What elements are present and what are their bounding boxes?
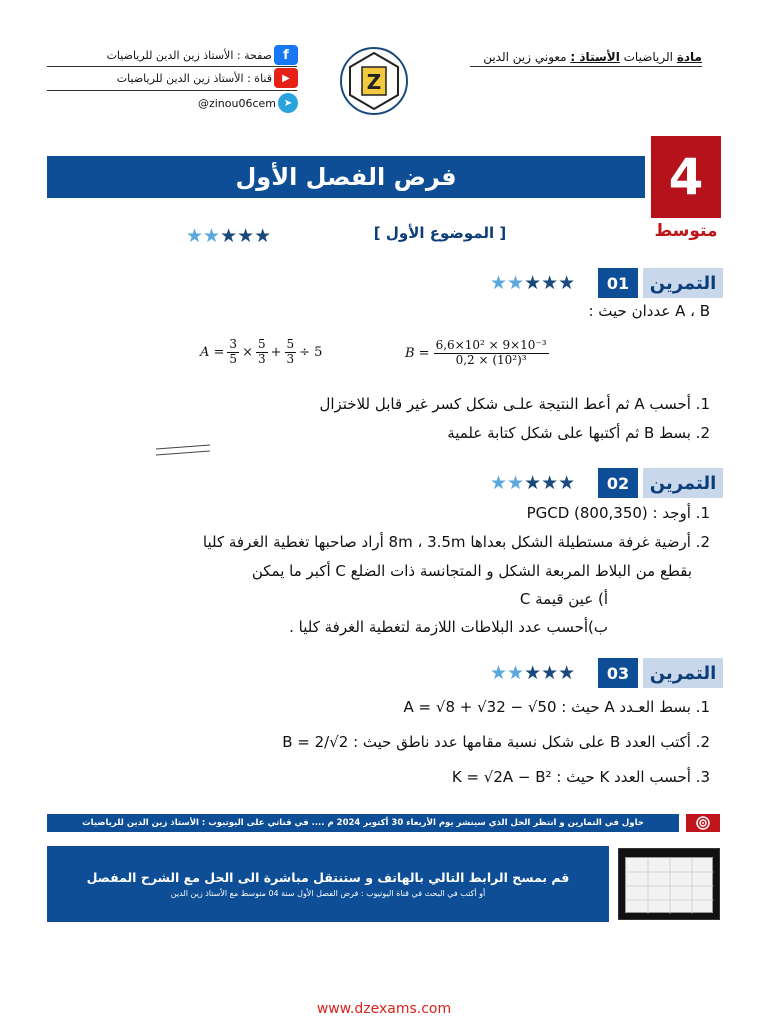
formula-b: B = $\frac{\text{6,6×10² × 9×10⁻³}}{\text{0,2 × (10²)³}}$ <box>405 338 547 367</box>
subject-value: الرياضيات <box>619 50 677 64</box>
logo-letter: Z <box>366 70 382 94</box>
exercise-3-item-2: 2. أكتب العدد B على شكل نسبة مقامها عدد ناطق حيث : B = 2/√2 <box>282 733 710 751</box>
subject-label: مادة <box>676 50 702 64</box>
facebook-label: صفحة : الأستاذ زين الدين للرياضيات <box>106 48 272 62</box>
exercise-2-number: 02 <box>598 468 638 498</box>
difficulty-stars: ★★★★★ <box>186 225 272 247</box>
exercise-1-intro: A ، B عددان حيث : <box>588 302 710 320</box>
teacher-name: معوني زين الدين <box>483 50 571 64</box>
footer-notice: حاول في التمارين و انتظر الحل الذي سينشر يوم الأربعاء 30 أكتوبر 2024 م .... في قناتي على اليوتيوب : الأستاذ زين الدين للرياضيات <box>47 814 679 832</box>
exercise-2-item-2b: ب)أحسب عدد البلاطات اللازمة لتغطية الغرفة كليا . <box>289 618 608 636</box>
exercise-1-item-2: 2. بسط B ثم أكتبها على شكل كتابة علمية <box>447 424 710 442</box>
exercise-2-stars: ★★★★★ <box>490 472 576 494</box>
topic-label: [ الموضوع الأول ] <box>373 224 507 242</box>
promo-main: قم بمسح الرابط التالي بالهاتف و ستنتقل مباشرة الى الحل مع الشرح المفصل <box>86 870 570 885</box>
exercise-2-item-2: 2. أرضية غرفة مستطيلة الشكل بعداها 8m ، 3.5m أراد صاحبها تغطية الغرفة كليا <box>202 533 710 551</box>
exercise-1-item-1: 1. أحسب A ثم أعط النتيجة علـى شكل كسر غير قابل للاختزال <box>319 395 710 413</box>
handwritten-mark <box>154 441 214 459</box>
exercise-3-number: 03 <box>598 658 638 688</box>
exercise-3-label: التمرين <box>643 658 723 688</box>
website-link[interactable]: www.dzexams.com <box>316 1001 452 1017</box>
divider <box>470 66 702 67</box>
exercise-3-item-3: 3. أحسب العدد K حيث : K = √2A − B² <box>451 768 710 786</box>
divider <box>47 90 297 91</box>
level-label: متوسط <box>654 221 718 241</box>
exercise-1-stars: ★★★★★ <box>490 272 576 294</box>
zinou-logo <box>338 45 410 117</box>
subject-teacher-line <box>483 50 702 64</box>
exam-title: فرض الفصل الأول <box>47 156 645 198</box>
video-thumbnail[interactable] <box>618 848 720 920</box>
teacher-label: الأستاذ : <box>570 50 620 64</box>
youtube-label: قناة : الأستاذ زين الدين للرياضيات <box>116 71 272 85</box>
level-number: 4 <box>651 136 721 218</box>
promo-sub: أو أكتب في البحث في قناة اليوتيوب : فرض الفصل الأول سنة 04 متوسط مع الأستاذ زين الدين <box>170 889 486 898</box>
youtube-icon[interactable]: ▶ <box>274 68 298 88</box>
exercise-2-label: التمرين <box>643 468 723 498</box>
promo-banner <box>47 846 609 922</box>
telegram-handle: @zinou06cem <box>197 96 276 110</box>
facebook-icon[interactable]: f <box>274 45 298 65</box>
telegram-row[interactable] <box>62 92 298 114</box>
telegram-icon[interactable]: ➤ <box>278 93 298 113</box>
exercise-2-item-1: 1. أوجد : PGCD (800,350) <box>526 504 710 522</box>
youtube-row[interactable] <box>62 67 298 89</box>
exercise-2-item-2a: أ) عين قيمة C <box>519 590 608 608</box>
exercise-1-number: 01 <box>598 268 638 298</box>
exercise-3-item-1: 1. بسط العـدد A حيث : A = √8 + √32 − √50 <box>403 698 710 716</box>
target-icon <box>686 814 720 832</box>
exercise-3-stars: ★★★★★ <box>490 662 576 684</box>
facebook-row[interactable] <box>62 44 298 66</box>
formula-a: A = $\frac{3}{5}$ × $\frac{5}{3}$ + $\frac{5}{3}$ ÷ 5 <box>200 337 323 366</box>
exercise-1-label: التمرين <box>643 268 723 298</box>
exercise-2-item-2-cont: بقطع من البلاط المربعة الشكل و المتجانسة ذات الضلع C أكبر ما يمكن <box>251 562 692 580</box>
